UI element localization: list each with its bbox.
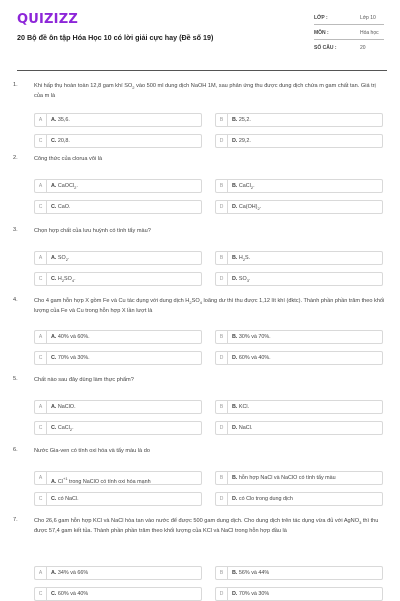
question-text: Chọn hợp chất của lưu huỳnh có tính tẩy màu? [34, 228, 151, 234]
option-text: D. $Ca(OH)_2$. [232, 204, 262, 212]
option-text: B. 25,2. [232, 117, 251, 123]
meta-count-value: 20 [360, 45, 366, 51]
option-letter-badge: C [35, 273, 47, 286]
answer-option-d[interactable] [215, 351, 383, 365]
page-header [0, 0, 400, 70]
answer-option-b[interactable] [215, 251, 383, 265]
option-letter-badge: B [216, 114, 228, 127]
option-text: C. CaO. [51, 204, 71, 210]
option-text: B. 30% và 70%. [232, 334, 271, 340]
header-divider [17, 70, 387, 71]
answer-option-b[interactable] [215, 113, 383, 127]
option-text: A. NaClO. [51, 404, 76, 410]
option-letter-badge: D [216, 493, 228, 506]
option-letter-badge: C [35, 352, 47, 365]
option-text: C. 70% và 30%. [51, 355, 90, 361]
option-letter-badge: D [216, 201, 228, 214]
option-text: D. 29,2. [232, 138, 251, 144]
option-letter-badge: D [216, 352, 228, 365]
option-letter-badge: B [216, 567, 228, 580]
answer-option-c[interactable] [34, 351, 202, 365]
option-letter-badge: A [35, 401, 47, 414]
option-text: B. $H_2S$. [232, 255, 251, 263]
option-letter-badge: C [35, 588, 47, 601]
answer-option-c[interactable] [34, 492, 202, 506]
answer-option-d[interactable] [215, 492, 383, 506]
option-letter-badge: A [35, 252, 47, 265]
option-text: C. CaCl$_2$. [51, 425, 74, 433]
question-number: 6. [13, 447, 18, 453]
option-text: A. 34% và 66% [51, 570, 89, 576]
option-letter-badge: A [35, 331, 47, 344]
answer-option-c[interactable] [34, 421, 202, 435]
question-number: 1. [13, 82, 18, 88]
option-text: D. có Clo trong dung dịch [232, 496, 293, 502]
answer-option-b[interactable] [215, 179, 383, 193]
option-text: C. 60% và 40% [51, 591, 89, 597]
answer-option-a[interactable] [34, 566, 202, 580]
question-number: 2. [13, 155, 18, 161]
answer-option-a[interactable] [34, 471, 202, 485]
question-number: 4. [13, 297, 18, 303]
question-text: Nước Gia-ven có tính oxi hóa và tẩy màu là do [34, 448, 150, 454]
option-letter-badge: B [216, 252, 228, 265]
option-letter-badge: A [35, 114, 47, 127]
option-text: D. NaCl. [232, 425, 253, 431]
answer-option-a[interactable] [34, 400, 202, 414]
answer-option-c[interactable] [34, 272, 202, 286]
option-letter-badge: A [35, 180, 47, 193]
option-letter-badge: B [216, 401, 228, 414]
option-text: D. $SO_3$. [232, 276, 251, 284]
answer-option-c[interactable] [34, 200, 202, 214]
meta-subject-label: MÔN : [314, 30, 329, 36]
option-text: A. $SO_2$. [51, 255, 70, 263]
answer-option-a[interactable] [34, 179, 202, 193]
answer-option-d[interactable] [215, 200, 383, 214]
answer-option-c[interactable] [34, 587, 202, 601]
answer-option-b[interactable] [215, 330, 383, 344]
option-text: A. 40% và 60%. [51, 334, 90, 340]
option-letter-badge: C [35, 135, 47, 148]
meta-divider [314, 39, 384, 40]
option-letter-badge: D [216, 135, 228, 148]
meta-divider [314, 24, 384, 25]
question-number: 7. [13, 517, 18, 523]
option-text: A. CaOCl$_2$. [51, 183, 78, 191]
option-letter-badge: D [216, 422, 228, 435]
option-letter-badge: C [35, 493, 47, 506]
question-text: Chất nào sau đây dùng làm thực phẩm? [34, 377, 134, 383]
option-letter-badge: A [35, 472, 47, 485]
option-letter-badge: A [35, 567, 47, 580]
answer-option-b[interactable] [215, 471, 383, 485]
option-text: B. 56% và 44% [232, 570, 270, 576]
question-text: Cho 26,6 gam hỗn hợp KCl và NaCl hòa tan vào nước để được 500 gam dung dịch. Cho dung dịch trên tác dụng vừa đủ với AgNO$_3$ thì thu được 57,4 gam kết tủa. Thành phần phần trăm theo khối lượng của KCl và NaCl trong hỗn hợp đầu là [34, 518, 379, 535]
answer-option-d[interactable] [215, 587, 383, 601]
quizizz-logo: QUIZIZZ [17, 12, 78, 27]
question-number: 3. [13, 227, 18, 233]
answer-option-c[interactable] [34, 134, 202, 148]
meta-class-label: LỚP : [314, 15, 328, 21]
meta-subject-value: Hóa học [360, 30, 379, 36]
option-text: B. KCl. [232, 404, 250, 410]
answer-option-d[interactable] [215, 134, 383, 148]
question-text: Cho 4 gam hỗn hợp X gồm Fe và Cu tác dụng với dung dịch $H_2SO_4$ loãng dư thì thu được 1,12 lít khí (đktc). Thành phần phần trăm theo khối lượng của Fe và Cu trong hỗn hợp X lần lượt là [34, 298, 385, 315]
option-letter-badge: C [35, 201, 47, 214]
option-text: A. 35,6. [51, 117, 70, 123]
answer-option-b[interactable] [215, 566, 383, 580]
answer-option-a[interactable] [34, 251, 202, 265]
answer-option-d[interactable] [215, 272, 383, 286]
answer-option-d[interactable] [215, 421, 383, 435]
option-text: D. 60% và 40%. [232, 355, 271, 361]
answer-option-a[interactable] [34, 330, 202, 344]
meta-count-label: SỐ CÂU : [314, 45, 337, 51]
option-letter-badge: D [216, 273, 228, 286]
answer-option-a[interactable] [34, 113, 202, 127]
answer-option-b[interactable] [215, 400, 383, 414]
option-text: A. $Cl^{+1}$ trong NaClO có tính oxi hóa mạnh [51, 476, 151, 485]
option-text: B. CaCl$_2$. [232, 183, 255, 191]
document-title: 20 Bộ đề ôn tập Hóa Học 10 có lời giải cực hay (Đề số 19) [17, 33, 214, 42]
option-letter-badge: B [216, 331, 228, 344]
option-text: C. 20,8. [51, 138, 70, 144]
option-text: B. hỗn hợp NaCl và NaClO có tính tẩy màu [232, 475, 336, 481]
meta-class-value: Lớp 10 [360, 15, 376, 21]
option-letter-badge: B [216, 472, 228, 485]
question-number: 5. [13, 376, 18, 382]
option-letter-badge: C [35, 422, 47, 435]
option-letter-badge: B [216, 180, 228, 193]
option-text: D. 70% và 30% [232, 591, 270, 597]
question-text: Khi hấp thụ hoàn toàn 12,8 gam khí $SO_2$ vào 500 ml dung dịch NaOH 1M, sau phản ứng thu được dung dịch chứa m gam chất tan. Giá trị của m là [34, 83, 376, 100]
option-text: C. có NaCl. [51, 496, 79, 502]
option-letter-badge: D [216, 588, 228, 601]
option-text: C. $H_2SO_4$. [51, 276, 76, 284]
question-text: Công thức của clorua vôi là [34, 156, 103, 162]
